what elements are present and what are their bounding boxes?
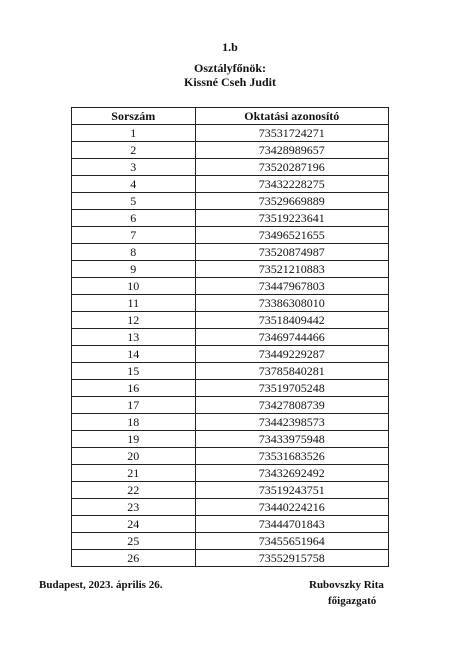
row-number-cell: 10 (72, 278, 196, 295)
table-row (72, 533, 389, 550)
row-number-cell: 9 (72, 261, 196, 278)
row-number-cell: 19 (72, 431, 196, 448)
signer-name: Rubovszky Rita (309, 579, 384, 591)
table-header-row (72, 108, 389, 125)
row-number-cell: 2 (72, 142, 196, 159)
table-row (72, 380, 389, 397)
column-header-id: Oktatási azonosító (195, 108, 388, 125)
place-date: Budapest, 2023. április 26. (39, 579, 163, 591)
education-id-cell: 73521210883 (195, 261, 388, 278)
table-row (72, 482, 389, 499)
row-number-cell: 11 (72, 295, 196, 312)
row-number-cell: 21 (72, 465, 196, 482)
education-id-cell: 73447967803 (195, 278, 388, 295)
education-id-cell: 73519223641 (195, 210, 388, 227)
row-number-cell: 8 (72, 244, 196, 261)
row-number-cell: 24 (72, 516, 196, 533)
table-row (72, 431, 389, 448)
education-id-cell: 73529669889 (195, 193, 388, 210)
education-id-cell: 73440224216 (195, 499, 388, 516)
table-row (72, 329, 389, 346)
student-id-table (71, 107, 389, 567)
table-row (72, 176, 389, 193)
signer-role: főigazgató (328, 595, 377, 607)
table-row (72, 261, 389, 278)
education-id-cell: 73444701843 (195, 516, 388, 533)
table-row (72, 499, 389, 516)
table-row (72, 448, 389, 465)
row-number-cell: 23 (72, 499, 196, 516)
table-row (72, 312, 389, 329)
row-number-cell: 20 (72, 448, 196, 465)
table-row (72, 397, 389, 414)
table-row (72, 278, 389, 295)
education-id-cell: 73427808739 (195, 397, 388, 414)
row-number-cell: 7 (72, 227, 196, 244)
table-row (72, 193, 389, 210)
table-row (72, 244, 389, 261)
table-row (72, 210, 389, 227)
head-teacher-label: Osztályfőnök: (194, 61, 266, 75)
education-id-cell: 73449229287 (195, 346, 388, 363)
education-id-cell: 73455651964 (195, 533, 388, 550)
table-row (72, 346, 389, 363)
education-id-cell: 73519705248 (195, 380, 388, 397)
row-number-cell: 13 (72, 329, 196, 346)
table-row (72, 465, 389, 482)
row-number-cell: 6 (72, 210, 196, 227)
education-id-cell: 73433975948 (195, 431, 388, 448)
table-row (72, 159, 389, 176)
row-number-cell: 16 (72, 380, 196, 397)
table-row (72, 227, 389, 244)
class-title: 1.b (222, 40, 238, 54)
education-id-cell: 73785840281 (195, 363, 388, 380)
education-id-cell: 73428989657 (195, 142, 388, 159)
education-id-cell: 73432228275 (195, 176, 388, 193)
head-teacher-name: Kissné Cseh Judit (183, 75, 277, 89)
row-number-cell: 26 (72, 550, 196, 567)
row-number-cell: 4 (72, 176, 196, 193)
row-number-cell: 17 (72, 397, 196, 414)
row-number-cell: 18 (72, 414, 196, 431)
education-id-cell: 73531724271 (195, 125, 388, 142)
row-number-cell: 3 (72, 159, 196, 176)
education-id-cell: 73520287196 (195, 159, 388, 176)
table-row (72, 295, 389, 312)
table-row (72, 516, 389, 533)
education-id-cell: 73519243751 (195, 482, 388, 499)
education-id-cell: 73432692492 (195, 465, 388, 482)
row-number-cell: 15 (72, 363, 196, 380)
education-id-cell: 73442398573 (195, 414, 388, 431)
row-number-cell: 22 (72, 482, 196, 499)
table-body (72, 125, 389, 567)
education-id-cell: 73496521655 (195, 227, 388, 244)
education-id-cell: 73531683526 (195, 448, 388, 465)
row-number-cell: 14 (72, 346, 196, 363)
table-row (72, 414, 389, 431)
table-row (72, 125, 389, 142)
row-number-cell: 25 (72, 533, 196, 550)
education-id-cell: 73520874987 (195, 244, 388, 261)
row-number-cell: 5 (72, 193, 196, 210)
row-number-cell: 1 (72, 125, 196, 142)
education-id-cell: 73386308010 (195, 295, 388, 312)
row-number-cell: 12 (72, 312, 196, 329)
education-id-cell: 73552915758 (195, 550, 388, 567)
education-id-cell: 73469744466 (195, 329, 388, 346)
table-row (72, 363, 389, 380)
education-id-cell: 73518409442 (195, 312, 388, 329)
table-row (72, 550, 389, 567)
table-row (72, 142, 389, 159)
column-header-number: Sorszám (72, 108, 196, 125)
